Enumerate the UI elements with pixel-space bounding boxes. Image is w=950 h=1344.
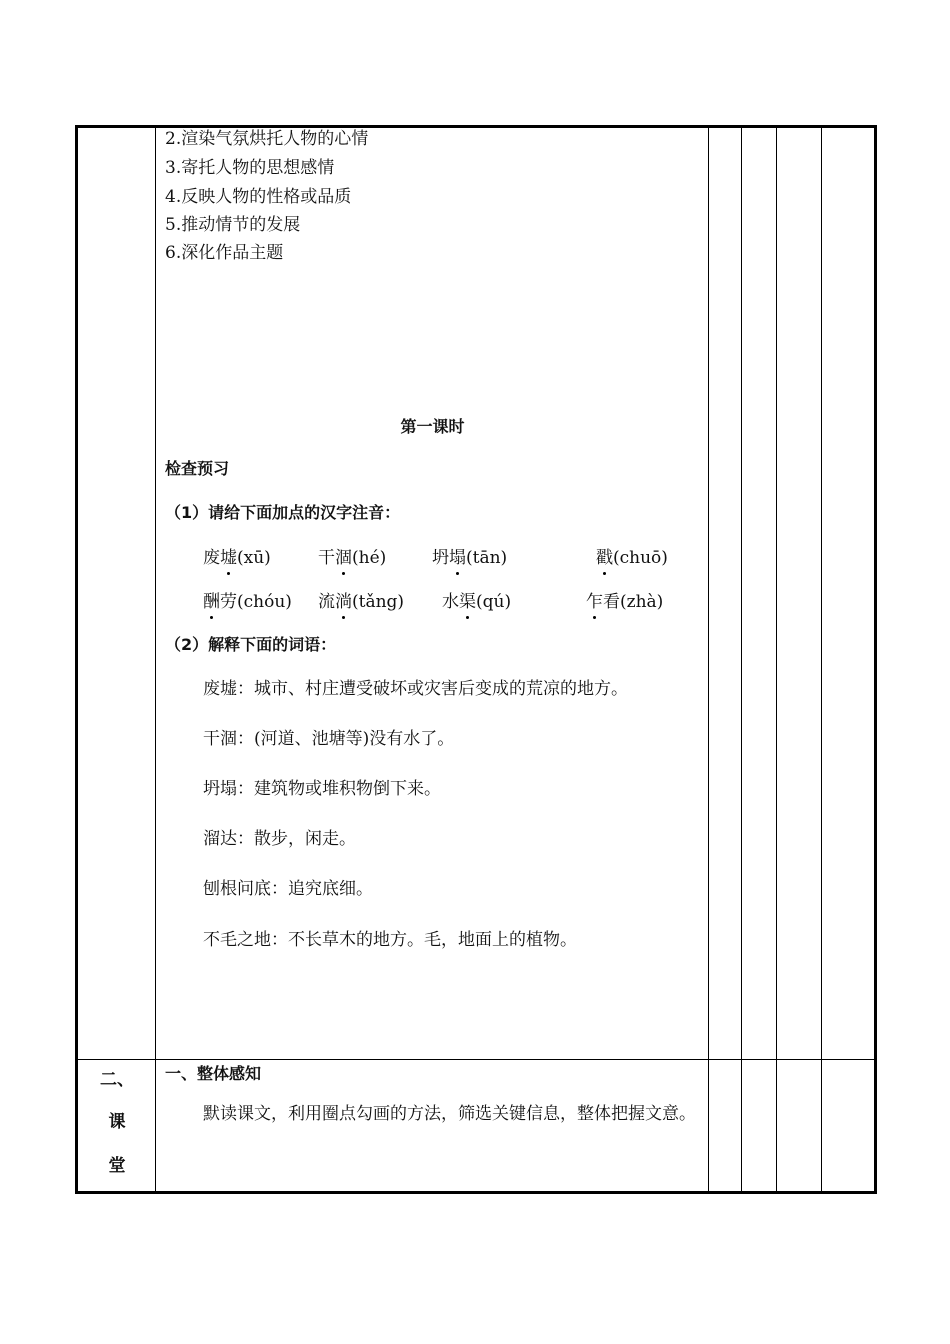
row-divider xyxy=(77,1059,875,1060)
definition-item: 溜达：散步，闲走。 xyxy=(203,829,356,849)
column-divider-2 xyxy=(708,127,709,1192)
list-item: 5.推动情节的发展 xyxy=(165,215,301,235)
column-divider-1 xyxy=(155,127,156,1192)
pinyin-item: 废墟(xū) xyxy=(203,548,271,568)
table-border-right xyxy=(874,125,877,1194)
pinyin-item: 流淌(tǎng) xyxy=(318,592,405,612)
pinyin-item: 乍看(zhà) xyxy=(586,592,664,612)
question-1: （1）请给下面加点的汉字注音： xyxy=(165,503,401,522)
section-heading: 一、整体感知 xyxy=(165,1064,262,1083)
table-border-bottom xyxy=(75,1191,877,1194)
list-item: 3.寄托人物的思想感情 xyxy=(165,158,335,178)
section-label-char: 堂 xyxy=(108,1156,126,1176)
section-label-number: 二、 xyxy=(100,1070,134,1090)
column-divider-4 xyxy=(776,127,777,1192)
section-label-char: 课 xyxy=(108,1112,126,1132)
list-item: 6.深化作品主题 xyxy=(165,243,284,263)
definition-item: 干涸：(河道、池塘等)没有水了。 xyxy=(203,729,455,749)
pinyin-item: 干涸(hé) xyxy=(318,548,387,568)
question-2: （2）解释下面的词语： xyxy=(165,635,337,654)
definition-item: 不毛之地：不长草木的地方。毛，地面上的植物。 xyxy=(203,930,577,950)
pinyin-item: 水渠(qú) xyxy=(442,592,512,612)
pinyin-item: 戳(chuō) xyxy=(596,548,668,568)
table-border-left xyxy=(75,125,78,1194)
definition-item: 坍塌：建筑物或堆积物倒下来。 xyxy=(203,779,441,799)
list-item: 4.反映人物的性格或品质 xyxy=(165,187,352,207)
list-item: 2.渲染气氛烘托人物的心情 xyxy=(165,129,369,149)
preview-heading: 检查预习 xyxy=(165,459,230,478)
lesson-title: 第一课时 xyxy=(400,417,465,436)
definition-item: 刨根问底：追究底细。 xyxy=(203,879,373,899)
column-divider-3 xyxy=(741,127,742,1192)
column-divider-5 xyxy=(821,127,822,1192)
section-paragraph: 默读课文，利用圈点勾画的方法，筛选关键信息，整体把握文意。 xyxy=(203,1104,696,1124)
pinyin-item: 坍塌(tān) xyxy=(432,548,508,568)
pinyin-item: 酬劳(chóu) xyxy=(203,592,292,612)
table-border-top xyxy=(75,125,877,128)
definition-item: 废墟：城市、村庄遭受破坏或灾害后变成的荒凉的地方。 xyxy=(203,679,628,699)
